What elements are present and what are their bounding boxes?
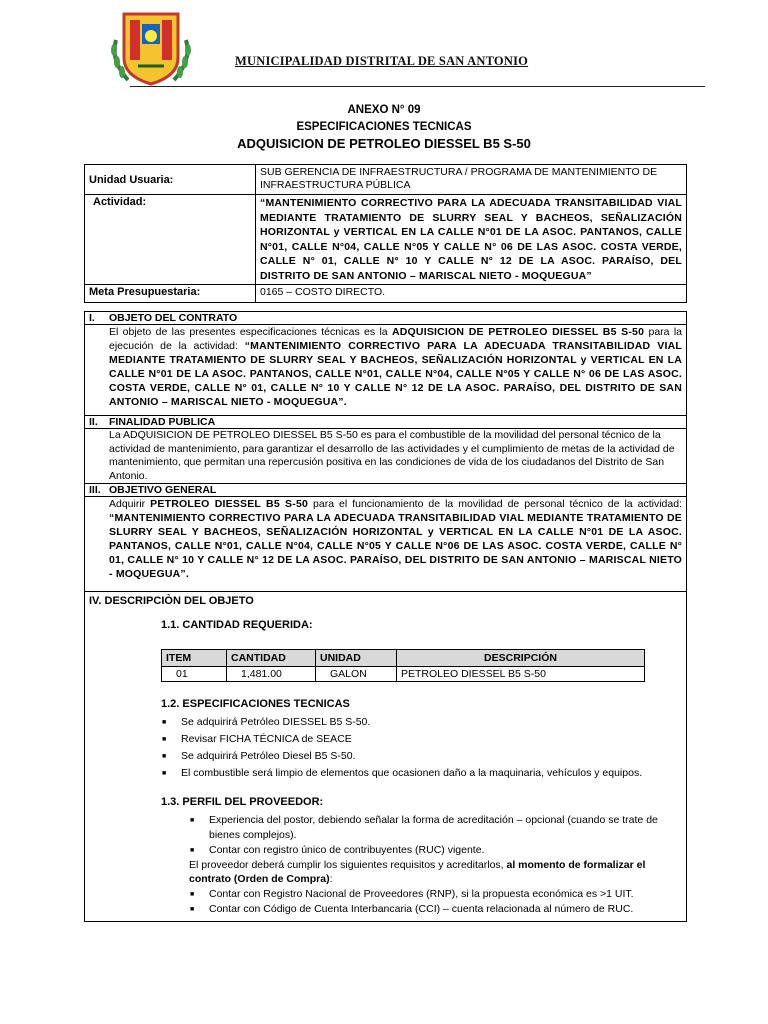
header-divider <box>130 86 705 87</box>
section-1-number: I. <box>85 312 106 325</box>
qty-cantidad: 1,481.00 <box>227 667 316 682</box>
annex-title: ANEXO N° 09 <box>347 104 421 116</box>
list-item: ■ El combustible será limpio de elementos que ocasionen daño a la maquinaria, vehículos y equipos. <box>151 765 682 782</box>
section-4-title: IV. DESCRIPCIÒN DEL OBJETO <box>89 595 254 607</box>
subsection-1-1-title: 1.1. CANTIDAD REQUERIDA: <box>161 619 313 631</box>
list-item: ■ Se adquirirá Petróleo Diesel B5 S-50. <box>151 748 682 765</box>
list-item: ■ Revisar FICHA TÉCNICA de SEACE <box>151 731 682 748</box>
qty-header-item: ITEM <box>162 650 227 667</box>
list-item: ■ Contar con Registro Nacional de Proveedores (RNP), si la propuesta económica es >1 UIT. <box>151 887 682 902</box>
section-3-number: III. <box>85 484 106 497</box>
actividad-value: “MANTENIMIENTO CORRECTIVO PARA LA ADECUADA TRANSITABILIDAD VIAL MEDIANTE TRATAMIENTO DE SLURRY SEAL Y BACHEOS, SEÑALIZACIÓN HORIZONTAL y VERTICAL EN LA CALLE N°01 DE LA ASOC. PANTANOS, CALLE N°01, CALLE N°04, CALLE N°05 Y CALLE N° 06 DE LAS ASOC. COSTA VERDE, CALLE N° 01, CALLE N° 10 Y CALLE N° 12 DE LA ASOC. PARAÍSO, DEL DISTRITO DE SAN ANTONIO – MARISCAL NIETO - MOQUEGUA” <box>256 195 687 285</box>
main-title: ADQUISICION DE PETROLEO DIESSEL B5 S-50 <box>237 136 531 151</box>
qty-header-unidad: UNIDAD <box>316 650 397 667</box>
subsection-1-3-title: 1.3. PERFIL DEL PROVEEDOR: <box>161 796 324 808</box>
provider-list-a <box>151 813 682 858</box>
section-2-body: La ADQUISICION DE PETROLEO DIESSEL B5 S-50 es para el combustible de la movilidad del personal técnico de la actividad de mantenimiento, para garantizar el desarrollo de las actividades y el cumplimiento de metas de la actividad de mantenimiento, que permitan una repercusión positiva en las condiciones de vida de los ciudadanos del Distrito de San Antonio. <box>105 429 687 484</box>
spec-title: ESPECIFICACIONES TECNICAS <box>296 121 472 133</box>
section-4 <box>85 592 687 922</box>
spec-list <box>151 714 682 782</box>
meta-value: 0165 – COSTO DIRECTO. <box>256 285 687 303</box>
unidad-label: Unidad Usuaria: <box>85 165 256 195</box>
section-2-title: FINALIDAD PUBLICA <box>105 416 687 429</box>
actividad-label: Actividad: <box>85 195 256 285</box>
qty-item: 01 <box>162 667 227 682</box>
sections-table <box>84 311 687 922</box>
section-2-number: II. <box>85 416 106 429</box>
list-item: ■ Contar con Código de Cuenta Interbancaria (CCI) – cuenta relacionada al número de RUC. <box>151 902 682 917</box>
subsection-1-2-title: 1.2. ESPECIFICACIONES TECNICAS <box>161 698 350 710</box>
section-3-body: Adquirir PETROLEO DIESSEL B5 S-50 para el funcionamiento de la movilidad de personal técnico de la actividad: “MANTENIMIENTO CORRECTIVO PARA LA ADECUADA TRANSITABILIDAD VIAL MEDIANTE TRATAMIENTO DE SLURRY SEAL Y BACHEOS, SEÑALIZACIÓN HORIZONTAL y VERTICAL EN LA CALLE N°01 DE LA ASOC. PANTANOS, CALLE N°01, CALLE N°04, CALLE N°05 Y CALLE N°06 DE LAS ASOC. COSTA VERDE, CALLE N° 01, CALLE N° 10 Y CALLE N° 12 DE LA ASOC. PARAÍSO, DEL DISTRITO DE SAN ANTONIO – MARISCAL NIETO - MOQUEGUA”. <box>105 497 687 592</box>
municipal-logo <box>108 10 194 88</box>
section-1-body: El objeto de las presentes especificaciones técnicas es la ADQUISICION DE PETROLEO DIESSEL B5 S-50 para la ejecución de la actividad: “MANTENIMIENTO CORRECTIVO PARA LA ADECUADA TRANSITABILIDAD VIAL MEDIANTE TRATAMIENTO DE SLURRY SEAL Y BACHEOS, SEÑALIZACIÓN HORIZONTAL y VERTICAL EN LA CALLE N°01 DE LA ASOC. PANTANOS, CALLE N°01, CALLE N°04, CALLE N°05 Y CALLE N° 06 DE LAS ASOC. COSTA VERDE, CALLE N° 01, CALLE N° 10 Y CALLE N° 12 DE LA ASOC. PARAÍSO, DEL DISTRITO DE SAN ANTONIO – MARISCAL NIETO - MOQUEGUA”. <box>105 325 687 416</box>
section-3-title: OBJETIVO GENERAL <box>105 484 687 497</box>
qty-descripcion: PETROLEO DIESSEL B5 S-50 <box>397 667 645 682</box>
qty-header-cantidad: CANTIDAD <box>227 650 316 667</box>
info-table <box>84 164 687 303</box>
section-1-title: OBJETO DEL CONTRATO <box>105 312 687 325</box>
provider-list-b <box>151 887 682 917</box>
institution-name: MUNICIPALIDAD DISTRITAL DE SAN ANTONIO <box>235 54 529 68</box>
quantity-table <box>161 649 645 682</box>
list-item: ■ Se adquirirá Petróleo DIESSEL B5 S-50. <box>151 714 682 731</box>
provider-note: El proveedor deberá cumplir los siguientes requisitos y acreditarlos, al momento de formalizar el contrato (Orden de Compra): <box>189 859 646 885</box>
meta-label: Meta Presupuestaria: <box>85 285 256 303</box>
unidad-value: SUB GERENCIA DE INFRAESTRUCTURA / PROGRAMA DE MANTENIMIENTO DE INFRAESTRUCTURA PÚBLICA <box>256 165 687 195</box>
list-item: ■ Experiencia del postor, debiendo señalar la forma de acreditación – opcional (cuando se trate de bienes complejos). <box>151 813 682 843</box>
list-item: ■ Contar con registro único de contribuyentes (RUC) vigente. <box>151 843 682 858</box>
qty-unidad: GALON <box>316 667 397 682</box>
qty-header-descripcion: DESCRIPCIÓN <box>397 650 645 667</box>
